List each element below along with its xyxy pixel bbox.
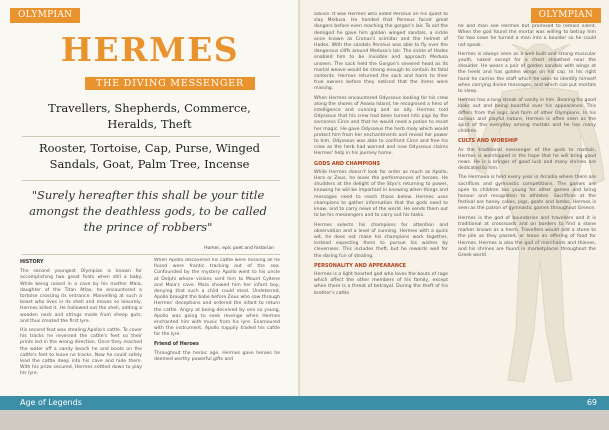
- body-column-2: [458, 24, 596, 394]
- divider: [22, 136, 280, 137]
- section-heading: HISTORY: [20, 260, 44, 265]
- paragraph: His second feat was stealing Apollo's cattle. To cover his tracks he reversed the cattle's feet so their prints led in the wrong direction. Once they reached the water off a sandy beach he and boots on the cattle's feet to leave no tracks. Now he could safely lead the cattle deep into his cave and hide them. With his prize secured, Hermes settled down to play his lyre.: [20, 328, 142, 377]
- pull-quote: "Surely hereafter this shall be your title amongst the deathless gods, to be called the prince of robbers": [29, 188, 267, 234]
- paragraph: Hermes has a long streak of vanity in him. Bearing his good looks out and being boastful over his appearance. This differs from the logic and form of other Olympians. In his curious and playful nature, Hermes is often seen as the spirit of the everyday among mortals and he has many children.: [458, 98, 596, 135]
- paragraph: When Apollo discovered his cattle were missing all he found were frantic tracking out of the sea. Confounded by the mystery Apollo went to his uncle at Delphi whose visions sent him to Mount Cyllene and Maia's cave. Maia showed him her infant boy, denying that such a child could steal. Undeterred, Apollo brought the babe before Zeus who saw through Hermes' deceptions and ordered the infant to return the cattle. Angry at being deceived by one so young, Apollo was going to seek revenge when Hermes enchanted him with music from his lyre. Enamoured with the instrument, Apollo happily traded his cattle for the lyre.: [154, 258, 280, 338]
- section-heading: CULTS AND WORSHIP: [458, 138, 518, 145]
- right-page: [300, 0, 609, 396]
- paragraph: The second youngest Olympian is known for accomplishing two great feats when still a baby. While being raised in a cave by his mother Maia, daughter of the Titan Atlas, he encountered a tortoise crossing its entrance. Marvelling at such a beast who lives in its shell and moves so leisurely, Hermes killed it. He hollowed out the shell, adding a wooden neck and strings made from sheep guts, and thus created the first lyre.: [20, 269, 142, 324]
- footer-bar: [0, 396, 609, 410]
- page-number: 69: [586, 398, 597, 407]
- symbols-text: Rooster, Tortoise, Cap, Purse, Winged Sandals, Goat, Palm Tree, Incense: [38, 141, 261, 171]
- paragraph: Hermes is the god of boundaries and travellers and it is traditional at crossroads and on borders to find a stone marker known as a herm. Travellers would add a stone to the pile as they passed, or leave an offering of food for Hermes. Hermes is also the god of merchants and thieves, and his shrines are found in marketplaces throughout the Greek world.: [458, 215, 596, 258]
- divider: [22, 180, 280, 181]
- paragraph: While Hermes doesn't look for order as much as Apollo, Hera or Zeus, he loves the performances of heroes. He shudders at the delight of the Styx's returning to power, knowing he will be important in knowing when things and messages need to reach those below. Hermes uses champions to gather information that the gods need to know, and to carry news of the world. He sends them out to be his messengers and to carry out his tasks.: [314, 169, 448, 219]
- body-column-1: [314, 12, 448, 394]
- quote-attribution: Homer, epic poet and historian: [204, 246, 274, 251]
- paragraph: he and man see Hermes but promised to remain silent. When the god found the mortal was willing to betray him for two cows he turned a man into a boulder so he could not speak.: [458, 24, 596, 48]
- page-title: HERMES: [60, 30, 240, 69]
- paragraph: When Hermes encountered Odysseus looking for his crew along the shores of Aeaea Island, he recognised a hero of intelligence and cunning and an ally. Hermes told Odysseus that his crew had been turned into pigs by the sorceress Circe and that he would need a potion to resist her magic. He gave Odysseus the herb moly which would protect him from her enchantments and reveal her power to him. Odysseus was able to confront Circe and free his crew as the herb had warned and now Odysseus claims Hermes' help in his journey home.: [314, 95, 448, 157]
- paragraph: Hermes is a light hearted god who loves the bouts of rage which affect the other members of his family, except when there is a threat of betrayal. During the theft of his brother's cattle: [314, 271, 448, 296]
- divider: [22, 254, 280, 255]
- body-column-2: [154, 258, 280, 394]
- section-tab-left: OLYMPIAN: [10, 8, 80, 23]
- paragraph: Throughout the heroic age, Hermes gave heroes he deemed worthy powerful gifts and: [154, 350, 280, 363]
- paragraph: Hermes selects his champions for attention and observation and a level of cunning. Hermes with a quick wit, he does not make his champions work together, instead expecting them to pursue his wishes by cleverness. This includes theft, but he rewards well for the daring fun of stealing.: [314, 222, 448, 259]
- left-page: [0, 0, 300, 396]
- paragraph: advice. It was Hermes who aided Perseus on his quest to slay Medusa. He handed that Perseus faced great dangers before even reaching the gorgon's lair. To aid the demigod he gave him golden winged sandals, a sickle once known as Cronus's scimitar and the helmet of Hades. With the sandals Perseus was able to fly over the dangerous cliffs around Medusa's lair. The sickle of Hades enabled him to be invisible and approach Medusa unseen. The sack held the Gorgon's severed head as its mortal weave would be strong enough to contain its fatal contents. Hermes returned the sack and harm to their true owners before they noticed that the items were missing.: [314, 12, 448, 92]
- book-title: Age of Legends: [20, 398, 82, 407]
- domains-text: Travellers, Shepherds, Commerce, Heralds, Theft: [48, 101, 251, 131]
- body-column-1: [20, 258, 142, 394]
- paragraph: Hermes is always seen as a well built and strong muscular youth, naked except for a chest sheathed near the shoulder. He wears a pair of golden sandals with wings at the heels and has golden wings on his cap. In his right hand he carries the staff which he uses to identify himself when carrying divine messages, and which can put mortals to sleep.: [458, 51, 596, 95]
- section-heading: PERSONALITY AND APPEARANCE: [314, 262, 407, 269]
- background: [0, 410, 609, 430]
- section-heading: GODS AND CHAMPIONS: [314, 160, 381, 167]
- section-heading: Friend of Heroes: [154, 341, 199, 347]
- section-tab-right: OLYMPIAN: [531, 8, 601, 23]
- paragraph: The Hermaea is held every year in Arcadia where there are sacrifices and gymnastic competitions. The games are open to children too young for other games and bring honour and recognition to athletes. Sacrifices at the festival are honey cakes, pigs, goats and lambs. Hermes is seen as the patron of gymnastic games throughout Greece.: [458, 175, 596, 212]
- paragraph: As the traditional messenger of the gods to mortals, Hermes is worshipped in the hope that he will bring good news. He is a bringer of good luck and many shrines are dedicated to him.: [458, 147, 596, 172]
- subtitle-banner: THE DIVING MESSENGER: [85, 77, 255, 90]
